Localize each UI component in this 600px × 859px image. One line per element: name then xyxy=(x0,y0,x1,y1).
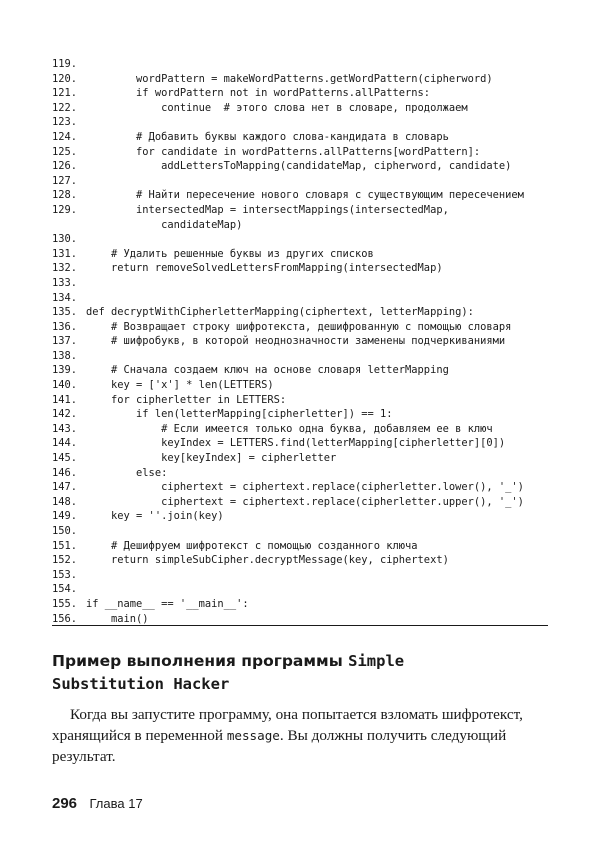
line-number: 152. xyxy=(52,554,78,567)
code-line xyxy=(52,451,548,466)
code-text: key = ''.join(key) xyxy=(86,510,224,523)
line-number: 141. xyxy=(52,393,78,406)
code-line xyxy=(52,422,548,437)
code-text: return simpleSubCipher.decryptMessage(key, ciphertext) xyxy=(86,554,449,567)
code-text: # Дешифруем шифротекст с помощью созданного ключа xyxy=(86,539,418,552)
line-number: 125. xyxy=(52,145,78,158)
line-number: 151. xyxy=(52,539,78,552)
code-text: # шифробукв, в которой неоднозначности заменены подчеркиваниями xyxy=(86,335,506,348)
inline-code-variable: message xyxy=(226,728,280,743)
code-text: for cipherletter in LETTERS: xyxy=(86,393,287,406)
line-number: 154. xyxy=(52,583,78,596)
section-heading-code: Simple xyxy=(348,652,405,670)
listing-divider xyxy=(52,625,548,626)
section-heading-code-continued: Substitution Hacker xyxy=(52,675,230,693)
line-number: 142. xyxy=(52,408,78,421)
code-line xyxy=(52,466,548,481)
code-line xyxy=(52,524,548,539)
code-text: def decryptWithCipherletterMapping(ciphertext, letterMapping): xyxy=(86,306,474,319)
code-line xyxy=(52,436,548,451)
line-number: 137. xyxy=(52,335,78,348)
line-number: 145. xyxy=(52,452,78,465)
code-text: for candidate in wordPatterns.allPatterns[wordPattern]: xyxy=(86,145,481,158)
code-line xyxy=(52,57,548,72)
body-text-end: . Вы должны получить следующий результат. xyxy=(52,727,507,765)
chapter-label: Глава 17 xyxy=(89,796,143,811)
code-line xyxy=(52,495,548,510)
code-text: intersectedMap = intersectMappings(intersectedMap, xyxy=(86,203,449,216)
code-line xyxy=(52,72,548,87)
line-number: 136. xyxy=(52,320,78,333)
line-number: 119. xyxy=(52,58,78,70)
line-number: 147. xyxy=(52,481,78,494)
code-line xyxy=(52,203,548,218)
code-line xyxy=(52,305,548,320)
code-text: # Сначала создаем ключ на основе словаря letterMapping xyxy=(86,364,449,377)
code-text: key[keyIndex] = cipherletter xyxy=(86,452,337,465)
code-text: # Добавить буквы каждого слова-кандидата в словарь xyxy=(86,130,449,143)
code-line xyxy=(52,568,548,583)
page-footer xyxy=(52,795,143,813)
code-line xyxy=(52,393,548,408)
line-number: 131. xyxy=(52,247,78,260)
code-text: continue # этого слова нет в словаре, продолжаем xyxy=(86,101,468,114)
code-line xyxy=(52,539,548,554)
line-number: 138. xyxy=(52,349,78,362)
code-line xyxy=(52,101,548,116)
code-line xyxy=(52,553,548,568)
code-text: # Если имеется только одна буква, добавляем ее в ключ xyxy=(86,422,493,435)
code-line xyxy=(52,582,548,597)
code-line xyxy=(52,86,548,101)
code-line xyxy=(52,378,548,393)
line-number: 124. xyxy=(52,130,78,143)
line-number: 121. xyxy=(52,87,78,100)
line-number: 122. xyxy=(52,101,78,114)
line-number: 135. xyxy=(52,306,78,319)
code-line xyxy=(52,115,548,130)
code-text: if wordPattern not in wordPatterns.allPatterns: xyxy=(86,87,431,100)
code-line xyxy=(52,363,548,378)
code-line xyxy=(52,130,548,145)
line-number: 129. xyxy=(52,203,78,216)
code-text: else: xyxy=(86,466,168,479)
body-paragraph xyxy=(52,704,548,767)
code-text: main() xyxy=(86,612,149,625)
line-number: 127. xyxy=(52,174,78,187)
code-text: # Найти пересечение нового словаря с существующим пересечением xyxy=(86,189,524,202)
code-line xyxy=(52,159,548,174)
code-line xyxy=(52,407,548,422)
line-number: 155. xyxy=(52,597,78,610)
code-line xyxy=(52,174,548,189)
code-line xyxy=(52,480,548,495)
line-number: 144. xyxy=(52,437,78,450)
code-line xyxy=(52,320,548,335)
code-text: keyIndex = LETTERS.find(letterMapping[cipherletter][0]) xyxy=(86,437,506,450)
line-number: 153. xyxy=(52,568,78,581)
code-text: ciphertext = ciphertext.replace(cipherletter.lower(), '_') xyxy=(86,481,524,494)
page-number: 296 xyxy=(52,795,78,812)
code-text: if len(letterMapping[cipherletter]) == 1: xyxy=(86,408,393,421)
code-text: return removeSolvedLettersFromMapping(intersectedMap) xyxy=(86,262,443,275)
code-text: # Удалить решенные буквы из других списков xyxy=(86,247,374,260)
line-number xyxy=(52,218,86,233)
code-line xyxy=(52,509,548,524)
line-number: 128. xyxy=(52,189,78,202)
code-text: if __name__ == '__main__': xyxy=(86,597,249,610)
line-number: 130. xyxy=(52,233,78,246)
code-line xyxy=(52,261,548,276)
code-line xyxy=(52,276,548,291)
code-line xyxy=(52,597,548,612)
code-text: # Возвращает строку шифротекста, дешифрованную с помощью словаря xyxy=(86,320,512,333)
line-number: 120. xyxy=(52,72,78,85)
line-number: 123. xyxy=(52,116,78,129)
section-heading xyxy=(52,650,548,696)
line-number: 139. xyxy=(52,364,78,377)
line-number: 126. xyxy=(52,160,78,173)
line-number: 140. xyxy=(52,379,78,392)
line-number: 132. xyxy=(52,262,78,275)
code-line xyxy=(52,612,548,627)
code-line xyxy=(52,291,548,306)
line-number: 146. xyxy=(52,466,78,479)
code-line xyxy=(52,188,548,203)
code-listing xyxy=(52,57,548,626)
line-number: 149. xyxy=(52,510,78,523)
section-heading-text: Пример выполнения программы xyxy=(52,652,349,670)
line-number: 133. xyxy=(52,276,78,289)
code-text: wordPattern = makeWordPatterns.getWordPattern(cipherword) xyxy=(86,72,493,85)
code-line xyxy=(52,349,548,364)
code-text: key = ['x'] * len(LETTERS) xyxy=(86,379,274,392)
code-text: addLettersToMapping(candidateMap, cipherword, candidate) xyxy=(86,160,512,173)
body-text-start: Когда вы запустите программу, она попытается взломать шифротекст, хранящийся в переменной xyxy=(52,706,523,744)
code-text: ciphertext = ciphertext.replace(cipherletter.upper(), '_') xyxy=(86,495,524,508)
line-number: 156. xyxy=(52,612,78,625)
code-line xyxy=(52,218,548,233)
code-line xyxy=(52,145,548,160)
line-number: 143. xyxy=(52,422,78,435)
code-text: candidateMap) xyxy=(86,218,243,231)
code-line xyxy=(52,334,548,349)
line-number: 150. xyxy=(52,525,78,537)
code-line xyxy=(52,247,548,262)
line-number: 134. xyxy=(52,291,78,304)
line-number: 148. xyxy=(52,495,78,508)
code-line xyxy=(52,232,548,247)
